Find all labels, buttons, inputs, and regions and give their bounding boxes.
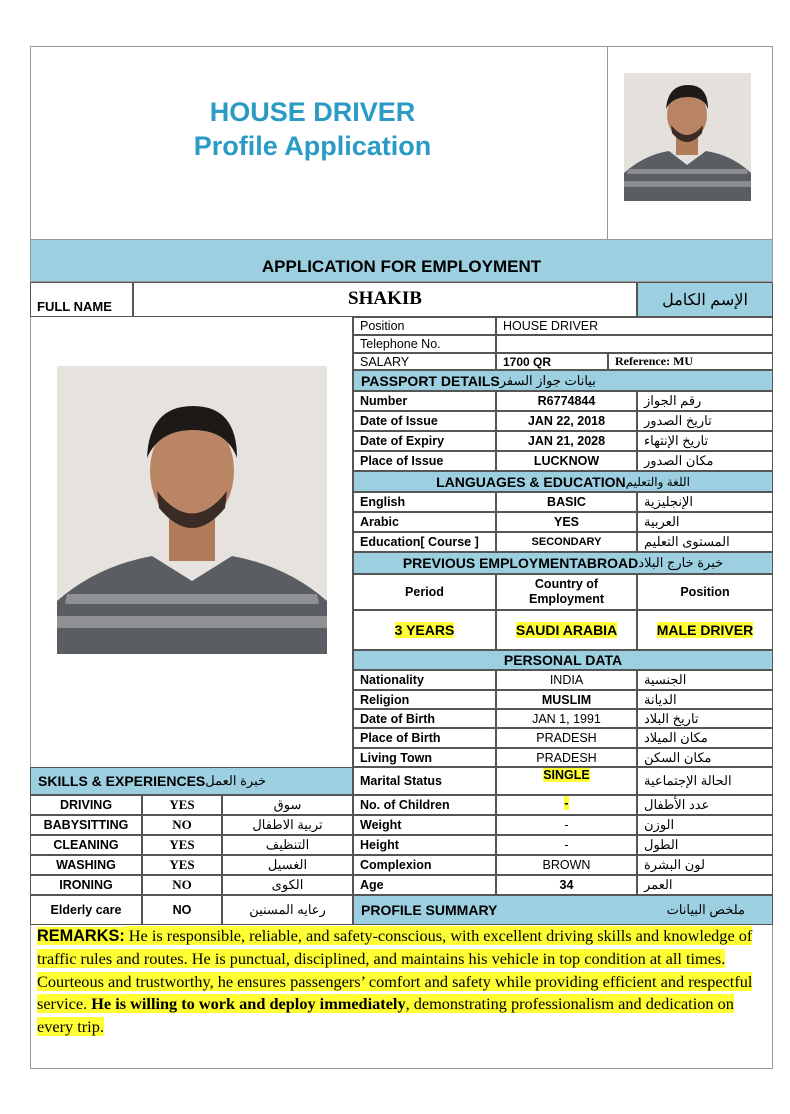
skill-value: NO: [142, 875, 222, 895]
personal-header: PERSONAL DATA: [353, 650, 773, 670]
passport-title: PASSPORT DETAILS: [361, 372, 500, 389]
passport-row-label-ar: تاريخ الصدور: [637, 411, 773, 431]
personal-label: Nationality: [353, 670, 496, 690]
personal-label: Date of Birth: [353, 709, 496, 728]
personal-value-text: PRADESH: [536, 750, 597, 765]
employment-value-text: MALE DRIVER: [656, 622, 754, 638]
summary-title: PROFILE SUMMARY: [361, 902, 498, 918]
personal-label: Complexion: [353, 855, 496, 875]
personal-label: Living Town: [353, 748, 496, 767]
skill-label: BABYSITTING: [30, 815, 142, 835]
personal-value-text: -: [564, 796, 569, 810]
personal-value: [496, 795, 637, 815]
passport-row-value: JAN 21, 2028: [496, 431, 637, 451]
basic-value: [496, 335, 773, 353]
passport-title-ar: بيانات جواز السفر: [499, 372, 596, 388]
personal-label-ar: مكان الميلاد: [637, 728, 773, 748]
full-name-label-ar: الإسم الكامل: [637, 282, 773, 317]
passport-row-label: Date of Issue: [353, 411, 496, 431]
personal-value-text: MUSLIM: [541, 692, 592, 707]
basic-label: Position: [353, 317, 496, 335]
title-line-1: HOUSE DRIVER: [209, 97, 416, 127]
personal-label-ar: مكان السكن: [637, 748, 773, 767]
personal-label: Place of Birth: [353, 728, 496, 748]
personal-label: Weight: [353, 815, 496, 835]
skill-value: NO: [142, 895, 222, 925]
language-row-value: SECONDARY: [496, 532, 637, 552]
skill-label-ar: رعايه المسنين: [222, 895, 353, 925]
skills-header: [30, 767, 353, 795]
personal-label-ar: الحالة الإجتماعية: [637, 767, 773, 795]
personal-label: Height: [353, 835, 496, 855]
passport-header: [353, 370, 773, 391]
skills-title: SKILLS & EXPERIENCES: [38, 773, 206, 789]
basic-value: HOUSE DRIVER: [496, 317, 773, 335]
skill-value: YES: [142, 835, 222, 855]
language-row-label-ar: العربية: [637, 512, 773, 532]
personal-value: [496, 815, 637, 835]
passport-row-label: Place of Issue: [353, 451, 496, 471]
employment-value: [637, 610, 773, 650]
employment-value-text: SAUDI ARABIA: [515, 622, 618, 638]
skill-label: Elderly care: [30, 895, 142, 925]
skill-label: IRONING: [30, 875, 142, 895]
personal-label: No. of Children: [353, 795, 496, 815]
personal-label-ar: عدد الأطفال: [637, 795, 773, 815]
personal-value-text: JAN 1, 1991: [532, 711, 601, 726]
passport-row-value: LUCKNOW: [496, 451, 637, 471]
passport-row-value: R6774844: [496, 391, 637, 411]
personal-label-ar: لون البشرة: [637, 855, 773, 875]
photo-column: [30, 317, 353, 770]
basic-label: Telephone No.: [353, 335, 496, 353]
skill-label: DRIVING: [30, 795, 142, 815]
language-row-label: Arabic: [353, 512, 496, 532]
app-title: APPLICATION FOR EMPLOYMENT: [30, 239, 773, 282]
page-title: [30, 95, 595, 163]
personal-label: Religion: [353, 690, 496, 709]
passport-row-label: Number: [353, 391, 496, 411]
personal-value: [496, 748, 637, 767]
language-row-value: BASIC: [496, 492, 637, 512]
employment-title: PREVIOUS EMPLOYMENTABROAD: [402, 555, 639, 571]
employment-title-ar: خبرة خارج البلاد: [638, 555, 724, 570]
personal-value: [496, 690, 637, 709]
passport-row-label-ar: تاريخ الإنتهاء: [637, 431, 773, 451]
employment-column-header: Period: [353, 574, 496, 610]
employment-value: [496, 610, 637, 650]
personal-value-text: PRADESH: [536, 731, 597, 745]
employment-value: [353, 610, 496, 650]
personal-label-ar: الطول: [637, 835, 773, 855]
personal-value: [496, 709, 637, 728]
personal-label: Marital Status: [353, 767, 496, 795]
personal-value: [496, 855, 637, 875]
remarks-bold: He is willing to work and deploy immediately: [91, 994, 406, 1014]
summary-title-ar: ملخص البيانات: [666, 902, 745, 917]
remarks: [37, 925, 763, 1039]
profile-summary-header: [353, 895, 773, 925]
personal-label-ar: تاريخ البلاد: [637, 709, 773, 728]
employment-header: [353, 552, 773, 574]
personal-value-text: -: [564, 838, 569, 852]
skill-label-ar: تربية الاطفال: [222, 815, 353, 835]
personal-value-text: -: [564, 818, 569, 832]
small-photo: [624, 73, 751, 201]
personal-value: [496, 728, 637, 748]
language-row-label-ar: الإنجليزية: [637, 492, 773, 512]
personal-value: [496, 875, 637, 895]
personal-value-text: SINGLE: [543, 768, 590, 782]
language-row-label: English: [353, 492, 496, 512]
passport-row-label-ar: رقم الجواز: [637, 391, 773, 411]
skill-label: CLEANING: [30, 835, 142, 855]
passport-row-value: JAN 22, 2018: [496, 411, 637, 431]
personal-label: Age: [353, 875, 496, 895]
skills-title-ar: خبرة العمل: [205, 773, 267, 788]
language-row-value: YES: [496, 512, 637, 532]
passport-row-label: Date of Expiry: [353, 431, 496, 451]
language-row-label-ar: المستوى التعليم: [637, 532, 773, 552]
personal-label-ar: الوزن: [637, 815, 773, 835]
skill-label: WASHING: [30, 855, 142, 875]
basic-label: SALARY: [353, 353, 496, 370]
languages-header: [353, 471, 773, 492]
languages-title-ar: اللغة والتعليم: [625, 474, 690, 489]
skill-label-ar: سوق: [222, 795, 353, 815]
reference: Reference: MU: [608, 353, 773, 370]
employment-column-header: Country of Employment: [496, 574, 637, 610]
remarks-label: REMARKS:: [37, 927, 125, 945]
person-photo-icon: [624, 73, 751, 201]
personal-value-text: BROWN: [542, 858, 591, 872]
skill-label-ar: الغسيل: [222, 855, 353, 875]
skill-value: YES: [142, 855, 222, 875]
title-line-2: Profile Application: [193, 131, 432, 161]
skill-label-ar: الكوى: [222, 875, 353, 895]
personal-label-ar: الجنسية: [637, 670, 773, 690]
language-row-label: Education[ Course ]: [353, 532, 496, 552]
personal-value: [496, 670, 637, 690]
skill-value: NO: [142, 815, 222, 835]
skill-label-ar: التنظيف: [222, 835, 353, 855]
employment-column-header: Position: [637, 574, 773, 610]
remarks-text-end: , demonstrating professionalism and dedication on every trip.: [37, 994, 734, 1037]
passport-row-label-ar: مكان الصدور: [637, 451, 773, 471]
skill-value: YES: [142, 795, 222, 815]
personal-label-ar: الديانة: [637, 690, 773, 709]
basic-value: 1700 QR: [496, 353, 608, 370]
personal-label-ar: العمر: [637, 875, 773, 895]
remarks-text: He is responsible, reliable, and safety-conscious, with excellent driving skills and knowledge of traffic rules and routes. He is punctual, disciplined, and maintains his vehicle in top condition at all times. Courteous and trustworthy, he ensures passengers’ comfort and safety while providing efficient and respectful service.: [37, 926, 753, 1014]
full-name-label: FULL NAME: [30, 282, 133, 317]
employment-value-text: 3 YEARS: [394, 622, 455, 638]
full-name-value: SHAKIB: [133, 282, 637, 317]
personal-value: [496, 835, 637, 855]
personal-value: [496, 767, 637, 795]
personal-value-text: 34: [559, 878, 574, 892]
personal-value-text: INDIA: [549, 673, 584, 687]
languages-title: LANGUAGES & EDUCATION: [436, 473, 626, 490]
